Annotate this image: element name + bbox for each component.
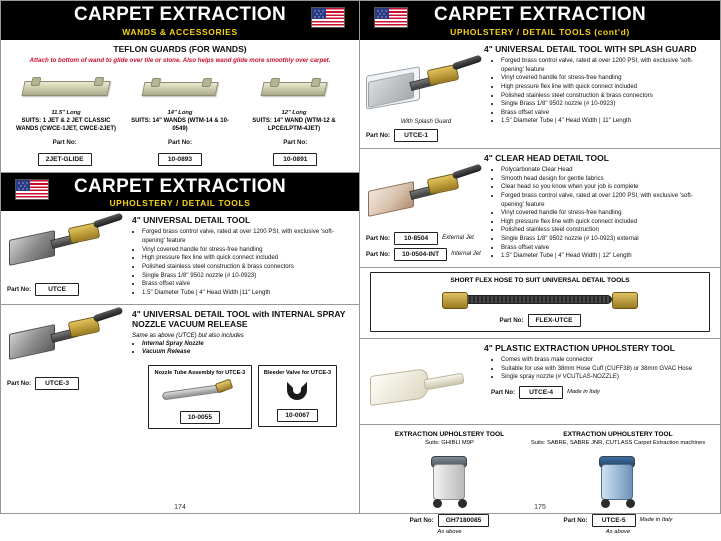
list-item: • Forged brass control valve, rated at over 1200 PSI, with exclusive 'soft-opening' feature [142, 228, 353, 245]
teflon-guard-icon [240, 68, 348, 110]
list-item: • Vinyl covered handle for stress-free handling [501, 209, 714, 218]
clear-head-title: 4" CLEAR HEAD DETAIL TOOL [484, 152, 609, 163]
usa-flag-icon [311, 7, 345, 28]
made-in-label: Made in Italy [639, 517, 673, 524]
list-item: • Single spray nozzle (# VCUTLAS-NOZZLE) [501, 373, 714, 382]
list-item: • Single Brass 1/8" 9502 nozzle (# 10-0923) external [501, 235, 714, 244]
left-banner-subtitle: WANDS & ACCESSORIES [122, 26, 238, 37]
part-desc: External Jet [442, 235, 474, 242]
teflon-dim: 14" Long [167, 109, 193, 116]
list-item: • Clear head so you know when your job is complete [501, 183, 714, 192]
list-item: • Smooth head design for gentle fabrics [501, 175, 714, 184]
plastic-features [491, 356, 714, 382]
teflon-guards-section [1, 40, 359, 173]
part-number[interactable]: UTCE-4 [519, 386, 563, 399]
part-number[interactable]: GH7180085 [438, 514, 490, 527]
left-banner-2-subtitle: UPHOLSTERY / DETAIL TOOLS [109, 198, 251, 209]
teflon-dim: 12" Long [281, 109, 307, 116]
list-item [11, 139, 119, 166]
part-label: Part No: [7, 286, 32, 294]
list-item: • Polished stainless steel construction & brass connectors [142, 263, 353, 272]
list-item: • High pressure flex line with quick connect included [142, 254, 353, 263]
list-item: • High pressure flex line with quick connect included [501, 83, 714, 92]
vacuum-machine-icon [419, 450, 481, 512]
vacuum-machine-icon [587, 450, 649, 512]
part-number[interactable]: 10-0891 [273, 153, 317, 166]
list-item: • Polished stainless steel construction & brass connectors [501, 92, 714, 101]
machines-section [360, 425, 720, 541]
teflon-caption: SUITS: 1 JET & 2 JET CLASSIC WANDS (CWCE-1JET, CWCE-2JET) [15, 117, 116, 132]
part-label: Part No: [366, 250, 391, 258]
left-page [0, 0, 360, 514]
part-number[interactable]: UTCE [35, 283, 79, 296]
bleeder-valve-icon [281, 378, 315, 404]
part-number[interactable]: FLEX-UTCE [528, 314, 581, 327]
sabre-suits: Suits: SABRE, SABRE JNR, CUTLASS Carpet Extraction machines [530, 439, 706, 446]
clear-head-section [360, 149, 720, 268]
list-item: • Polycarbonate Clear Head [501, 166, 714, 175]
ghibli-block [375, 431, 525, 535]
list-item [12, 68, 120, 134]
nozzle-tube-assembly [148, 365, 252, 429]
part-number[interactable]: 10-0504-INT [394, 248, 447, 261]
part-number[interactable]: 2JET-GLIDE [38, 153, 92, 166]
part-number[interactable]: 10-0055 [180, 411, 220, 424]
teflon-guard-images [7, 68, 353, 134]
made-in-label: Made in Italy [567, 389, 600, 396]
list-item: • Vinyl covered handle for stress-free handling [501, 74, 714, 83]
list-item [240, 68, 348, 134]
right-banner-title: CARPET EXTRACTION [434, 4, 646, 25]
list-item: • Vinyl covered handle for stress-free handling [142, 246, 353, 255]
utce3-title: 4" UNIVERSAL DETAIL TOOL with INTERNAL SPRAY NOZZLE VACUUM RELEASE [132, 308, 346, 329]
list-item: • 1.5" Diameter Tube | 4" Head Width | 12" Length [501, 252, 714, 261]
left-banner [1, 1, 359, 40]
list-item: • Brass offset valve [501, 244, 714, 253]
plastic-image [366, 356, 486, 418]
part-label: Part No: [499, 316, 524, 324]
right-page-number: 175 [534, 504, 546, 511]
left-page-number: 174 [174, 504, 186, 511]
detail-tool-icon [7, 309, 125, 371]
splash-features [491, 57, 714, 126]
list-item: • 1.5" Diameter Tube | 4" Head Width | 11" Length [501, 117, 714, 126]
left-banner-2-title: CARPET EXTRACTION [74, 175, 286, 197]
list-item: • Comes with brass male connector [501, 356, 714, 365]
list-item: • High pressure flex line with quick connect included [501, 218, 714, 227]
flex-hose-section [360, 268, 720, 339]
splash-guard-section [360, 40, 720, 149]
part-number[interactable]: 10-8504 [394, 232, 438, 245]
plastic-title: 4" PLASTIC EXTRACTION UPHOLSTERY TOOL [484, 342, 675, 353]
teflon-note: Attach to bottom of wand to glide over tile or stone. Also helps wand glide more smoothly over carpet. [29, 56, 331, 64]
ghibli-suits: Suits: GHIBLI M9P [425, 439, 474, 446]
part-label: Part No: [366, 234, 391, 242]
part-label: Part No: [52, 138, 77, 146]
part-label: Part No: [7, 379, 32, 387]
part-label: Part No: [491, 388, 516, 396]
splash-art-caption: With Splash Guard [400, 118, 452, 125]
flex-hose-icon [440, 286, 640, 312]
utce3-section [1, 305, 359, 435]
detail-tool-icon [7, 215, 125, 277]
list-item: • Brass offset valve [501, 109, 714, 118]
teflon-dim: 11.5" Long [51, 109, 81, 116]
utce3-features [132, 340, 353, 357]
utce-section [1, 211, 359, 304]
detail-tool-splash-icon [366, 57, 484, 119]
splash-image [366, 57, 486, 142]
list-item: • Single Brass 1/8" 9502 nozzle (# 10-0923) [142, 272, 353, 281]
list-item: • 1.5" Diameter Tube | 4" Head Width |11" Length [142, 289, 353, 298]
utce-features [132, 228, 353, 297]
list-item: • Single Brass 1/8" 9502 nozzle (# 10-0923) [501, 100, 714, 109]
clear-head-image [366, 166, 486, 261]
list-item [126, 139, 234, 166]
part-number[interactable]: 10-0893 [158, 153, 202, 166]
teflon-guard-icon [12, 68, 120, 110]
part-label: Part No: [366, 131, 391, 139]
ghibli-note: As above [437, 528, 462, 535]
teflon-part-numbers [7, 139, 353, 166]
part-label: Part No: [283, 138, 308, 146]
list-item [241, 139, 349, 166]
utce-title: 4" UNIVERSAL DETAIL TOOL [132, 215, 251, 226]
flex-hose-box [370, 272, 710, 332]
list-item: • Suitable for use with 38mm Hose Cuff (CUFF38) or 38mm GVAC Hose [501, 365, 714, 374]
right-banner-subtitle: UPHOLSTERY / DETAIL TOOLS (cont'd) [450, 26, 630, 37]
ghibli-title: EXTRACTION UPHOLSTERY TOOL [394, 430, 505, 438]
plastic-upholstery-section [360, 339, 720, 425]
utce3-image [7, 309, 127, 429]
list-item: • Internal Spray Nozzle [142, 340, 353, 349]
right-page [360, 0, 721, 535]
part-number[interactable]: 10-0067 [277, 409, 317, 422]
accessory-label: Nozzle Tube Assembly for UTCE-3 [154, 369, 246, 376]
right-banner [360, 1, 720, 40]
utce3-subline: Same as above (UTCE) but also includes [132, 331, 244, 339]
list-item: • Forged brass control valve, rated at over 1200 PSI, with exclusive 'soft-opening' feature [501, 192, 714, 209]
list-item: • Polished stainless steel construction [501, 226, 714, 235]
clear-head-features [491, 166, 714, 261]
part-number[interactable]: UTCE-5 [592, 514, 636, 527]
usa-flag-icon [374, 7, 408, 28]
utce-image [7, 215, 127, 297]
left-banner-2 [1, 173, 359, 212]
flex-hose-title: SHORT FLEX HOSE TO SUIT UNIVERSAL DETAIL TOOLS [450, 276, 630, 284]
teflon-caption: SUITS: 14" WANDS (WTM-14 & 10-0549) [131, 117, 229, 132]
sabre-title: EXTRACTION UPHOLSTERY TOOL [563, 430, 673, 438]
part-number[interactable]: UTCE-3 [35, 377, 79, 390]
teflon-caption: SUITS: 14" WAND (WTM-12 & LPCE/LPTM-4JET) [252, 117, 336, 132]
usa-flag-icon [15, 179, 49, 200]
nozzle-tube-icon [154, 378, 246, 406]
list-item [126, 68, 234, 134]
part-label: Part No: [409, 516, 434, 524]
list-item: • Forged brass control valve, rated at over 1200 PSI, with exclusive 'soft-opening' feature [501, 57, 714, 74]
part-label: Part No: [563, 516, 588, 524]
sabre-block [531, 431, 706, 535]
part-desc: Internal Jet [451, 251, 481, 258]
part-number[interactable]: UTCE-1 [394, 129, 438, 142]
plastic-tool-icon [366, 356, 484, 418]
teflon-title: TEFLON GUARDS (FOR WANDS) [113, 43, 247, 54]
sabre-note: As above [605, 528, 631, 535]
list-item: • Brass offset valve [142, 280, 353, 289]
clear-head-tool-icon [366, 166, 484, 228]
bleeder-valve [258, 365, 337, 427]
left-banner-title: CARPET EXTRACTION [74, 4, 286, 25]
list-item: • Vacuum Release [142, 348, 353, 357]
splash-title: 4" UNIVERSAL DETAIL TOOL WITH SPLASH GUARD [484, 43, 697, 54]
accessory-label: Bleeder Valve for UTCE-3 [263, 369, 332, 376]
teflon-guard-icon [126, 68, 234, 110]
part-label: Part No: [167, 138, 193, 146]
